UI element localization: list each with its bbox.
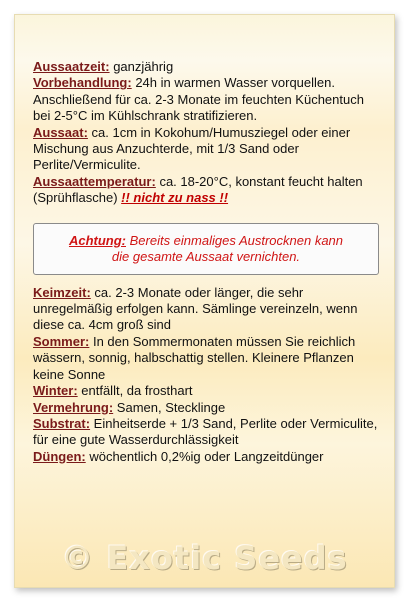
text-substrat: Einheitserde + 1/3 Sand, Perlite oder Vermiculite, für eine gute Wasserdurchlässigkeit: [33, 415, 378, 448]
section-duengen: [33, 449, 383, 465]
section-aussaattemperatur: [33, 174, 383, 207]
warning-box: [33, 223, 379, 275]
label-aussaatzeit: Aussaatzeit:: [33, 59, 110, 74]
section-keimzeit: [33, 285, 383, 334]
warning-not-too-wet: !! nicht zu nass !!: [121, 190, 229, 206]
label-vorbehandlung: Vorbehandlung:: [33, 75, 132, 91]
watermark-exotic-seeds: © Exotic Seeds: [61, 539, 348, 577]
label-winter: Winter:: [33, 383, 78, 399]
label-sommer: Sommer:: [33, 333, 90, 349]
section-substrat: [33, 416, 383, 449]
text-sommer: In den Sommermonaten müssen Sie reichlich wässern, sonnig, halbschattig stellen. Kleinere Pflanzen keine Sonne: [33, 333, 356, 382]
warning-text-1: Bereits einmaliges Austrocknen kann: [126, 232, 344, 248]
text-aussaatzeit: ganzjährig: [109, 59, 174, 74]
text-duengen: wöchentlich 0,2%ig oder Langzeitdünger: [85, 448, 324, 464]
text-winter: entfällt, da frosthart: [77, 383, 193, 399]
section-aussaat: [33, 125, 383, 174]
text-aussaat: ca. 1cm in Kokohum/Humusziegel oder einer Mischung aus Anzuchterde, mit 1/3 Sand oder Perlite/Vermiculite.: [33, 124, 351, 173]
label-keimzeit: Keimzeit:: [33, 284, 91, 300]
text-aussaattemperatur: ca. 18-20°C, konstant feucht halten (Sprühflasche): [33, 173, 363, 206]
section-vorbehandlung: [33, 75, 383, 124]
section-winter: [33, 383, 383, 399]
label-aussaat: Aussaat:: [33, 124, 88, 140]
text-vorbehandlung: 24h in warmen Wasser vorquellen. Anschließend für ca. 2-3 Monate im feuchten Küchentuch bei 2-5°C im Kühlschrank stratifizieren.: [33, 75, 364, 124]
section-aussaatzeit: [33, 59, 383, 75]
section-sommer: [33, 334, 383, 383]
label-duengen: Düngen:: [33, 448, 86, 464]
warning-line-2: die gesamte Aussaat vernichten.: [111, 248, 301, 264]
text-keimzeit: ca. 2-3 Monate oder länger, die sehr unregelmäßig erfolgen kann. Sämlinge vereinzeln, wenn diese ca. 4cm groß sind: [33, 284, 358, 333]
section-vermehrung: [33, 400, 383, 416]
care-instructions: [33, 59, 383, 465]
warning-line-1: [69, 233, 343, 249]
text-vermehrung: Samen, Stecklinge: [113, 399, 226, 415]
label-vermehrung: Vermehrung:: [33, 399, 114, 415]
warning-label: Achtung:: [68, 232, 126, 248]
label-aussaattemperatur: Aussaattemperatur:: [33, 173, 156, 189]
label-substrat: Substrat:: [33, 415, 91, 431]
seed-info-card: [14, 14, 395, 588]
